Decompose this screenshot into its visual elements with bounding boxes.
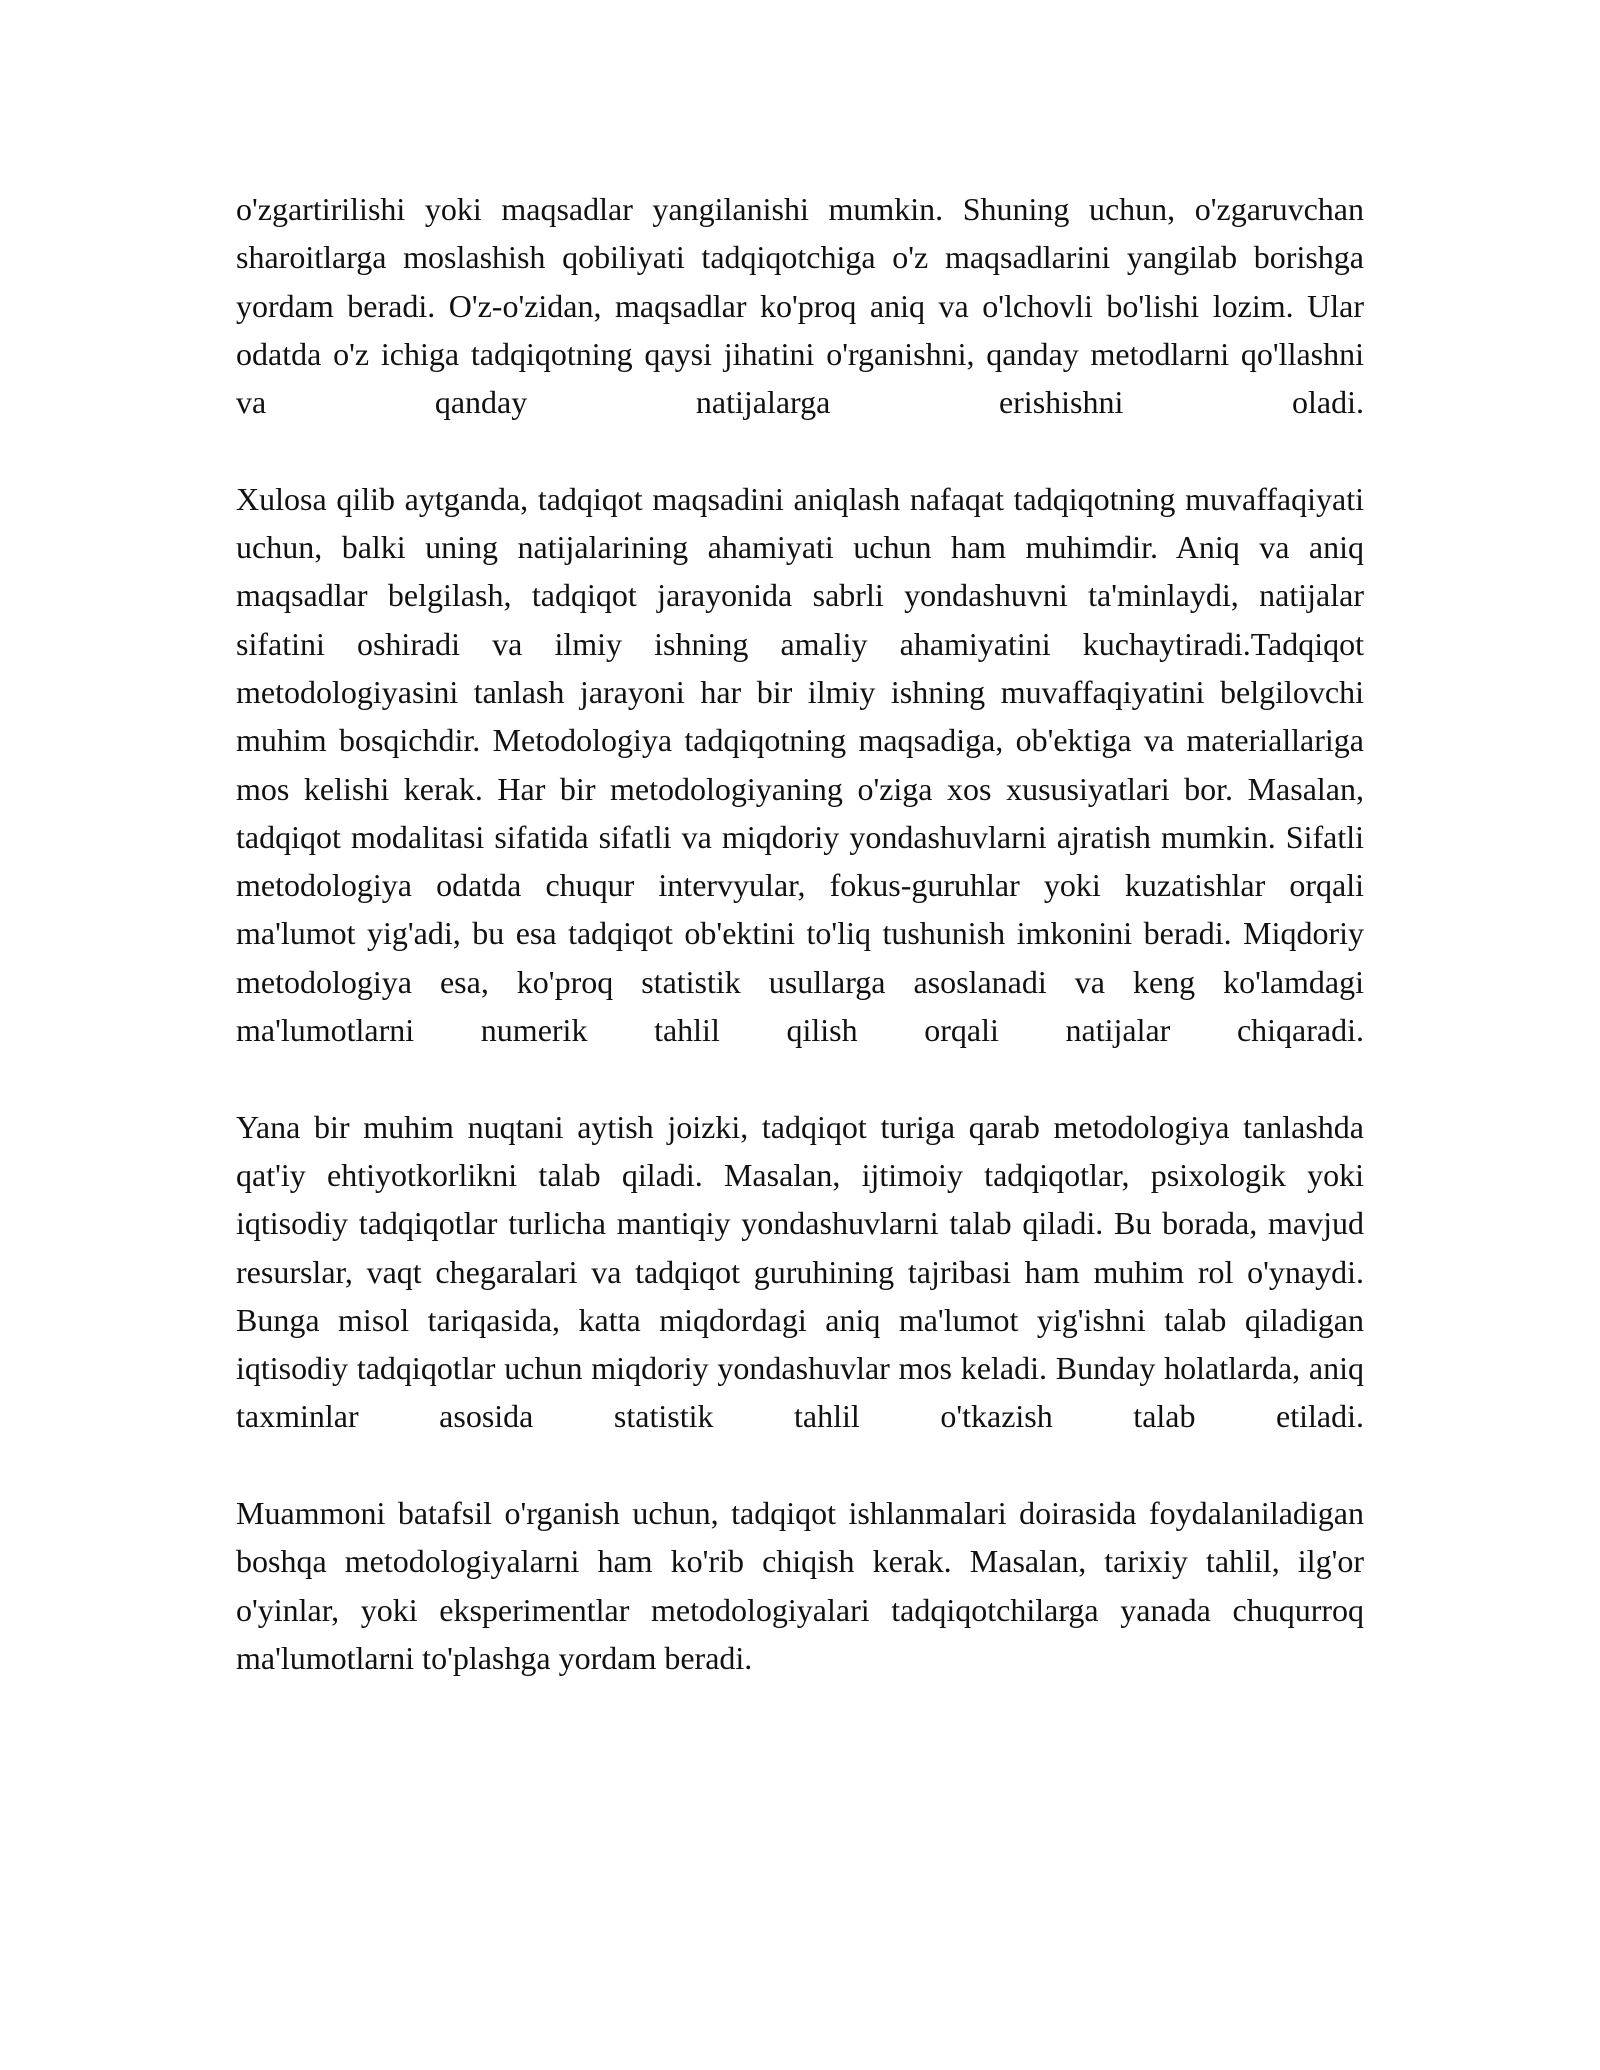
paragraph-4: Muammoni batafsil o'rganish uchun, tadqiqot ishlanmalari doirasida foydalaniladigan boshqa metodologiyalarni ham ko'rib chiqish kerak. Masalan, tarixiy tahlil, ilg'or o'yinlar, yoki eksperimentlar metodologiyalari tadqiqotchilarga yanada chuqurroq ma'lumotlarni to'plashga yordam beradi. — [236, 1495, 1364, 1676]
paragraph-gap — [236, 1441, 1364, 1489]
paragraph-3: Yana bir muhim nuqtani aytish joizki, tadqiqot turiga qarab metodologiya tanlashda qat'iy ehtiyotkorlikni talab qiladi. Masalan, ijtimoiy tadqiqotlar, psixologik yoki iqtisodiy tadqiqotlar turlicha mantiqiy yondashuvlarni talab qiladi. Bu borada, mavjud resurslar, vaqt chegaralari va tadqiqot guruhining tajribasi ham muhim rol o'ynaydi. Bunga misol tariqasida, katta miqdordagi aniq ma'lumot yig'ishni talab qiladigan iqtisodiy tadqiqotlar uchun miqdoriy yondashuvlar mos keladi. Bunday holatlarda, aniq taxminlar asosida statistik tahlil o'tkazish talab etiladi. — [236, 1108, 1364, 1435]
paragraph-1: o'zgartirilishi yoki maqsadlar yangilanishi mumkin. Shuning uchun, o'zgaruvchan sharoitlarga moslashish qobiliyati tadqiqotchiga o'z maqsadlarini yangilab borishga yordam beradi. O'z-o'zidan, maqsadlar ko'proq aniq va o'lchovli bo'lishi lozim. Ular odatda o'z ichiga tadqiqotning qaysi jihatini o'rganishni, qanday metodlarni qo'llashni va qanday natijalarga erishishni oladi. — [236, 191, 1364, 421]
paragraph-gap — [236, 1054, 1364, 1102]
paragraph-gap — [236, 426, 1364, 474]
paragraph-2: Xulosa qilib aytganda, tadqiqot maqsadini aniqlash nafaqat tadqiqotning muvaffaqiyati uchun, balki uning natijalarining ahamiyati uchun ham muhimdir. Aniq va aniq maqsadlar belgilash, tadqiqot jarayonida sabrli yondashuvni ta'minlaydi, natijalar sifatini oshiradi va ilmiy ishning amaliy ahamiyatini kuchaytiradi.Tadqiqot metodologiyasini tanlash jarayoni har bir ilmiy ishning muvaffaqiyatini belgilovchi muhim bosqichdir. Metodologiya tadqiqotning maqsadiga, ob'ektiga va materiallariga mos kelishi kerak. Har bir metodologiyaning o'ziga xos xususiyatlari bor. Masalan, tadqiqot modalitasi sifatida sifatli va miqdoriy yondashuvlarni ajratish mumkin. Sifatli metodologiya odatda chuqur intervyular, fokus-guruhlar yoki kuzatishlar orqali ma'lumot yig'adi, bu esa tadqiqot ob'ektini to'liq tushunish imkonini beradi. Miqdoriy metodologiya esa, ko'proq statistik usullarga asoslanadi va keng ko'lamdagi ma'lumotlarni numerik tahlil qilish orqali natijalar chiqaradi. — [236, 480, 1364, 1049]
document-body — [236, 185, 1364, 1682]
